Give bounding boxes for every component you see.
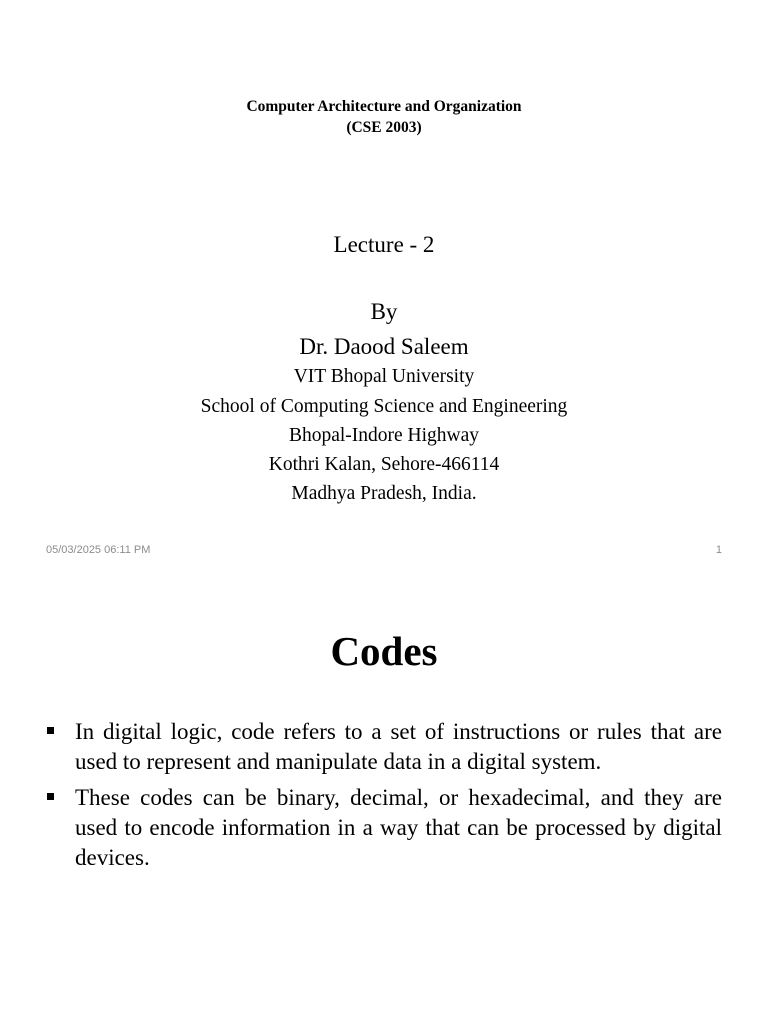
slide-title: Codes (330, 628, 438, 674)
list-item (46, 783, 722, 873)
by-label: By (370, 299, 398, 324)
bullet-text: In digital logic, code refers to a set of instructions or rules that are used to represent and manipulate data in a digital system. (75, 719, 722, 774)
square-bullet-icon (47, 727, 54, 734)
affiliation-university: VIT Bhopal University (293, 366, 475, 387)
author-name: Dr. Daood Saleem (299, 334, 469, 359)
affiliation-street: Bhopal-Indore Highway (288, 425, 480, 446)
page-number: 1 (715, 544, 722, 556)
slide-2 (0, 576, 768, 1024)
bullet-text: These codes can be binary, decimal, or hexadecimal, and they are used to encode information in a way that can be processed by digital devices. (75, 785, 722, 870)
footer-date: 05/03/2025 06:11 PM (46, 544, 151, 556)
lecture-number: Lecture - 2 (333, 232, 435, 257)
list-item (46, 717, 722, 777)
bullet-list (46, 717, 722, 879)
affiliation-state: Madhya Pradesh, India. (291, 483, 477, 504)
affiliation-city: Kothri Kalan, Sehore-466114 (268, 454, 500, 475)
course-title: Computer Architecture and Organization (246, 98, 522, 115)
course-code: (CSE 2003) (346, 119, 422, 136)
square-bullet-icon (47, 793, 54, 800)
affiliation-school: School of Computing Science and Engineering (200, 396, 568, 417)
